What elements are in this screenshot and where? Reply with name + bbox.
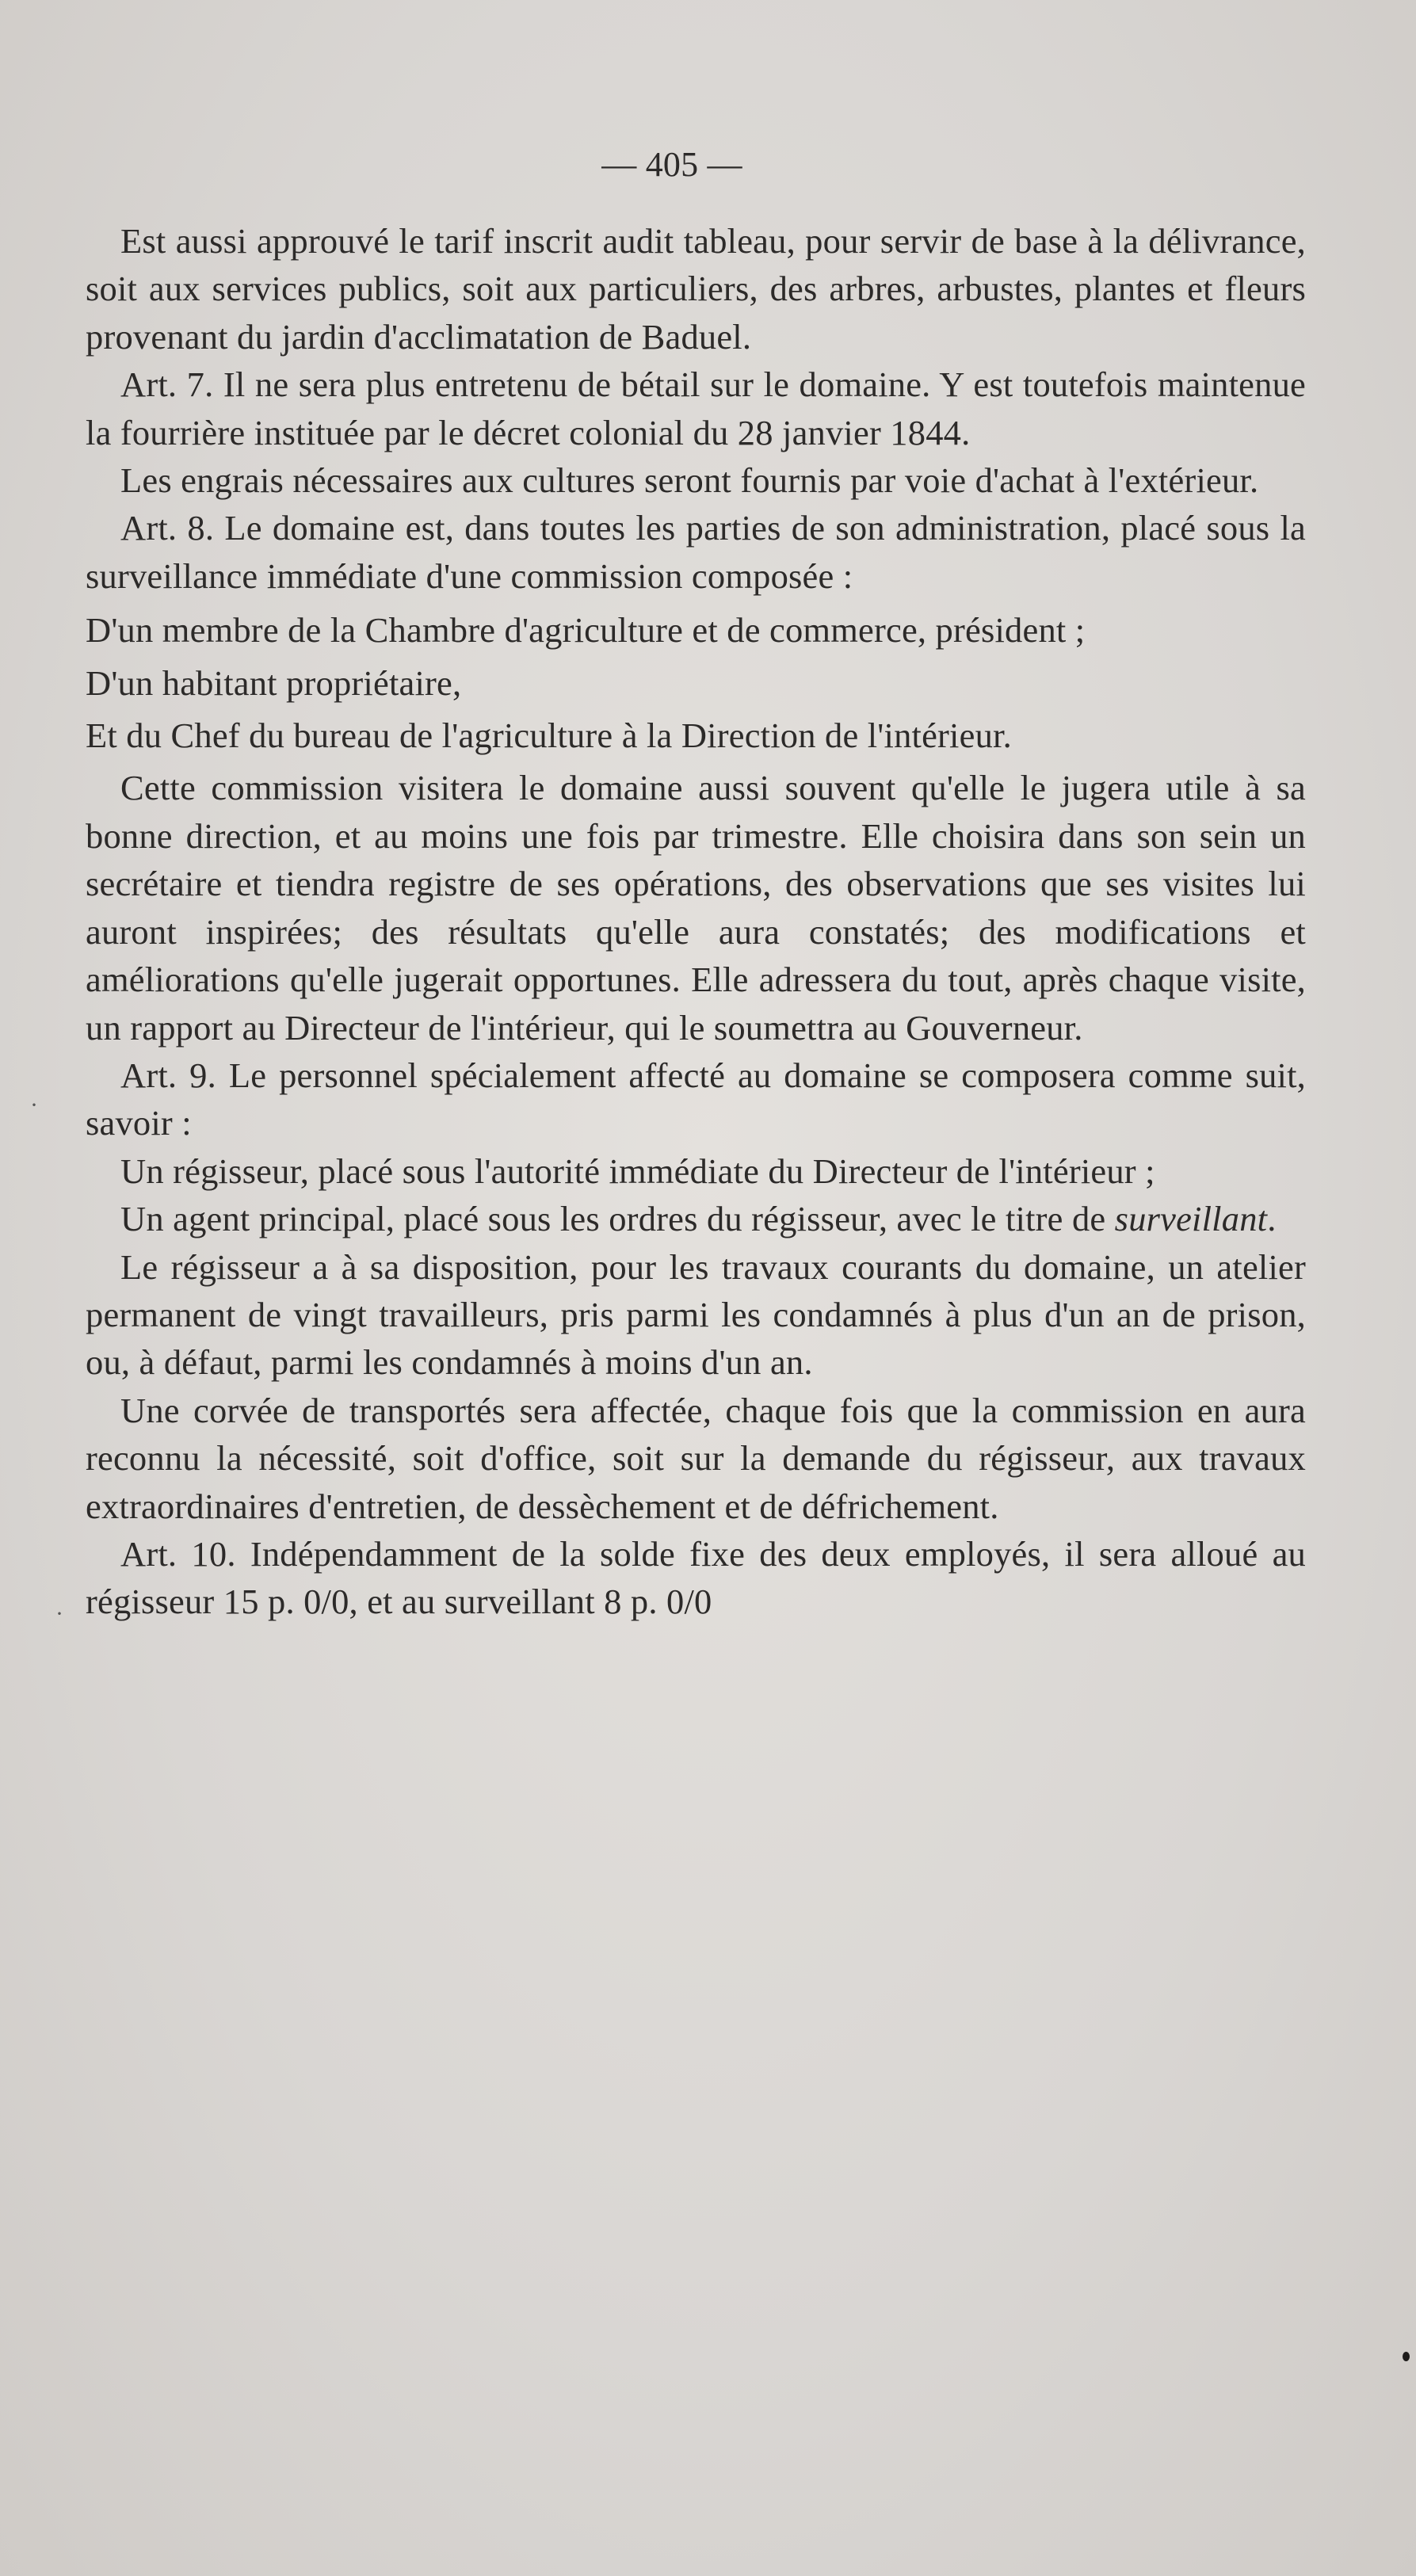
paragraph-article-9: Art. 9. Le personnel spécialement affecté au domaine se composera comme suit, savoir : bbox=[86, 1055, 1306, 1143]
commission-member-owner: D'un habitant propriétaire, bbox=[86, 662, 462, 703]
commission-member-bureau-chief: Et du Chef du bureau de l'agriculture à la Direction de l'intérieur. bbox=[86, 716, 1012, 756]
commission-member-president: D'un membre de la Chambre d'agriculture et de commerce, président ; bbox=[86, 610, 1086, 651]
page-text-block bbox=[86, 141, 1306, 1626]
paragraph-article-7: Art. 7. Il ne sera plus entretenu de bétail sur le domaine. Y est toutefois maintenue la fourrière instituée par le décret colonial du 28 janvier 1844. bbox=[86, 364, 1306, 452]
margin-mark: · bbox=[30, 1092, 38, 1118]
paragraph-article-8: Art. 8. Le domaine est, dans toutes les parties de son administration, placé sous la surveillance immédiate d'une commission composée : bbox=[86, 508, 1306, 596]
paragraph-tariff-approval: Est aussi approuvé le tarif inscrit audit tableau, pour servir de base à la délivrance, soit aux services publics, soit aux particuliers, des arbres, arbustes, plantes et fleurs provenant du jardin d'acclimatation de Baduel. bbox=[86, 221, 1306, 357]
page-number: — 405 — bbox=[601, 145, 742, 184]
paragraph-article-10: Art. 10. Indépendamment de la solde fixe des deux employés, il sera alloué au régisseur 15 p. 0/0, et au surveillant 8 p. 0/0 bbox=[86, 1533, 1306, 1622]
agent-principal-text: Un agent principal, placé sous les ordres du régisseur, avec le titre de bbox=[120, 1199, 1115, 1239]
paragraph-corvee: Une corvée de transportés sera affectée, chaque fois que la commission en aura reconnu la nécessité, soit d'office, soit sur la demande du régisseur, aux travaux extraordinaires d'entretien, de dessèchement et de défrichement. bbox=[86, 1390, 1306, 1526]
paragraph-regisseur: Un régisseur, placé sous l'autorité immédiate du Directeur de l'intérieur ; bbox=[120, 1151, 1155, 1191]
ink-speck bbox=[1403, 2352, 1410, 2361]
agent-principal-end: . bbox=[1267, 1199, 1277, 1239]
paragraph-commission-visits: Cette commission visitera le domaine aussi souvent qu'elle le jugera utile à sa bonne direction, et au moins une fois par trimestre. Elle choisira dans son sein un secrétaire et tiendra registre de ses opérations, des observations que ses visites lui auront inspirées; des résultats qu'elle aura constatés; des modifications et améliorations qu'elle jugerait opportunes. Elle adressera du tout, après chaque visite, un rapport au Directeur de l'intérieur, qui le soumettra au Gouverneur. bbox=[86, 768, 1306, 1048]
paragraph-fertilizers: Les engrais nécessaires aux cultures seront fournis par voie d'achat à l'extérieur. bbox=[120, 460, 1259, 501]
paragraph-agent-principal bbox=[86, 1195, 1306, 1242]
paragraph-atelier: Le régisseur a à sa disposition, pour les travaux courants du domaine, un atelier permanent de vingt travailleurs, pris parmi les condamnés à plus d'un an de prison, ou, à défaut, parmi les condamnés à moins d'un an. bbox=[86, 1246, 1306, 1383]
surveillant-title: surveillant bbox=[1114, 1199, 1268, 1239]
margin-mark: · bbox=[55, 1601, 63, 1627]
